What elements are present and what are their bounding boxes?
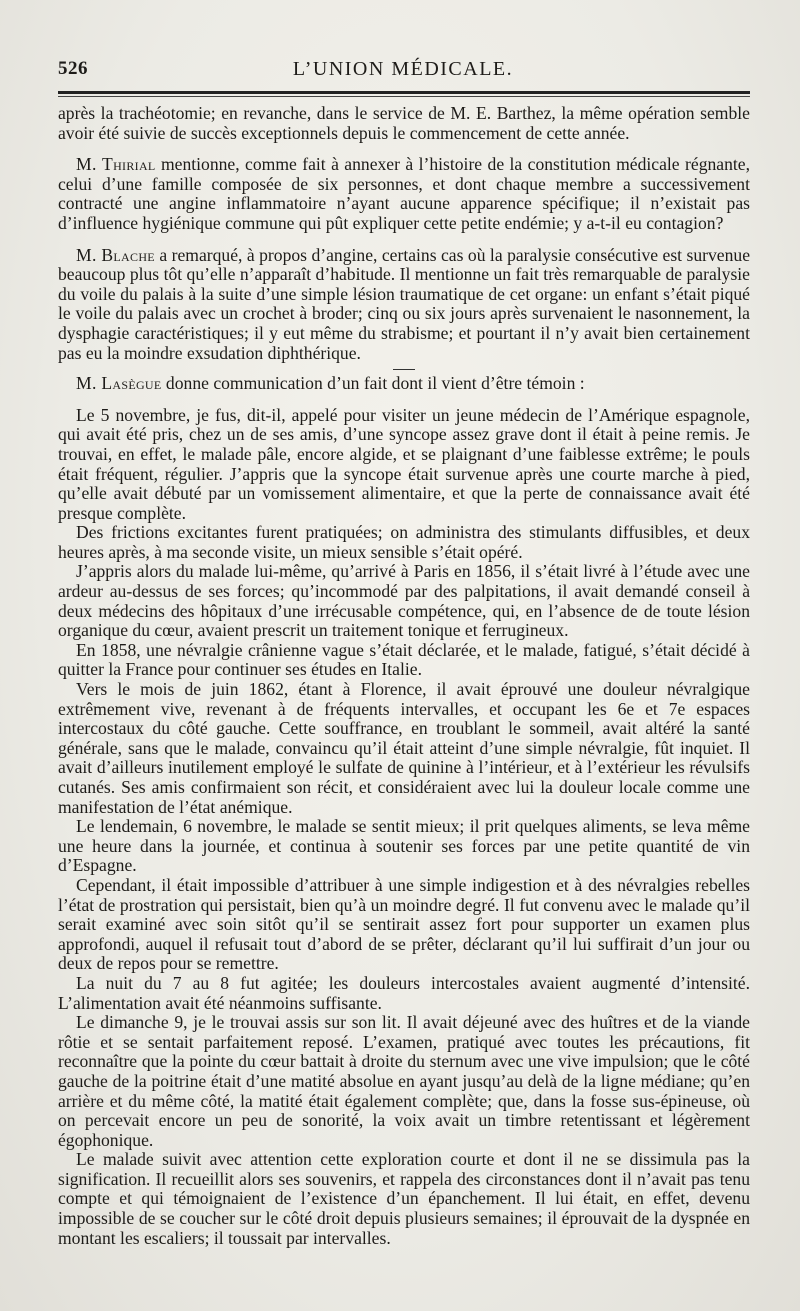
paragraph: Le 5 novembre, je fus, dit-il, appelé pour visiter un jeune médecin de l’Amérique espagnole, qui avait été pris, chez un de ses amis, d’une syncope assez grave dont il était à peine remis. Je trouvai, en effet, le malade pâle, encore algide, et se plaignant d’une faiblesse extrême; le pouls était fréquent, régulier. J’appris que la syncope était survenue après une courte marche à pied, qu’elle avait débuté par un vomissement alimentaire, et que la perte de connaissance avait été presque complète. (58, 404, 750, 523)
paragraph: M. Thirial mentionne, comme fait à annexer à l’histoire de la constitution médicale régnante, celui d’une famille composée de six personnes, et dont chaque membre a successivement contracté une angine inflammatoire n’ayant aucune apparence spécifique; il n’existait pas d’influence hygiénique commune qui pût expliquer cette petite endémie; y a-t-il eu contagion? (58, 154, 750, 233)
paragraph: La nuit du 7 au 8 fut agitée; les douleurs intercostales avaient augmenté d’intensité. L’alimentation avait été néanmoins suffisante. (58, 972, 750, 1013)
running-title: L’UNION MÉDICALE. (292, 58, 514, 80)
header-rule-thin (58, 96, 750, 97)
speaker-name: M. Thirial (76, 154, 156, 175)
paragraph: Le malade suivit avec attention cette exploration courte et dont il ne se dissimula pas la signification. Il recueillit alors ses souvenirs, et rappela des circonstances dont il n’avait pas tenu compte et qui témoignaient de l’existence d’un épanchement. Il lui était, en effet, devenu impossible de se coucher sur le côté droit depuis plusieurs semaines; il éprouvait de la dyspnée en montant les escaliers; il toussait par intervalles. (58, 1149, 750, 1248)
page-header (58, 58, 748, 88)
paragraph: J’appris alors du malade lui-même, qu’arrivé à Paris en 1856, il s’était livré à l’étude avec une ardeur au-dessus de ses forces; qu’incommodé par des palpitations, il avait demandé conseil à deux médecins des hôpitaux d’une irrécusable compétence, qui, en l’absence de de toute lésion organique du cœur, avaient prescrit un traitement tonique et ferrugineux. (58, 561, 750, 641)
paragraph: Le lendemain, 6 novembre, le malade se sentit mieux; il prit quelques aliments, se leva même une heure dans la journée, et continua à soutenir ses forces par une petite quantité de vin d’Espagne. (58, 816, 750, 876)
paragraph: Le dimanche 9, je le trouvai assis sur son lit. Il avait déjeuné avec des huîtres et de la viande rôtie et se sentait parfaitement reposé. L’examen, pratiqué avec toutes les précautions, fit reconnaître que la pointe du cœur battait à droite du sternum avec une vive impulsion; que le côté gauche de la poitrine était d’une matité absolue en ayant jusqu’au delà de la ligne médiane; qu’en arrière et du même côté, la matité était également complète; que, dans la fosse sus-épineuse, où on percevait encore un peu de sonorité, la voix avait un timbre retentissant et légèrement égophonique. (58, 1012, 750, 1150)
paragraph: M. Blache a remarqué, à propos d’angine, certains cas où la paralysie consécutive est survenue beaucoup plus tôt qu’elle n’apparaît d’habitude. Il mentionne un fait très remarquable de paralysie du voile du palais à la suite d’une simple lésion traumatique de cet organe: un enfant s’était piqué le voile du palais avec un crochet à broder; cinq ou six jours après survenaient le nasonnement, la dysphagie caractéristiques; il y eut même du strabisme; et pourtant il n’y avait bien certainement pas eu la moindre exsudation diphthérique. (58, 244, 751, 363)
section-separator (393, 369, 415, 370)
page-number: 526 (58, 58, 88, 79)
header-rule (58, 91, 750, 94)
speaker-name: M. Blache (76, 244, 155, 265)
paragraph: En 1858, une névralgie crânienne vague s’était déclarée, et le malade, fatigué, s’était décidé à quitter la France pour continuer ses études en Italie. (58, 639, 750, 680)
paragraph: Cependant, il était impossible d’attribuer à une simple indigestion et à des névralgies rebelles l’état de prostration qui persistait, bien qu’à un moindre degré. Il fut convenu avec le malade qu’il serait examiné avec soin sitôt qu’il se sentirait assez fort pour supporter un examen plus approfondi, auquel il refusait tout d’abord de se prêter, déclarant qu’il lui suffirait d’un jour ou deux de repos pour se remettre. (58, 874, 750, 974)
speaker-name: M. Lasègue (76, 373, 162, 394)
paragraph: après la trachéotomie; en revanche, dans le service de M. E. Barthez, la même opération semble avoir été suivie de succès exceptionnels depuis le commencement de cette année. (58, 103, 750, 143)
article-body (58, 104, 750, 1248)
paragraph: Vers le mois de juin 1862, étant à Florence, il avait éprouvé une douleur névralgique extrêmement vive, revenant à de fréquents intervalles, et occupant les 6e et 7e espaces intercostaux du côté gauche. Cette souffrance, en troublant le sommeil, avait altéré la santé générale, sans que le malade, convaincu qu’il était atteint d’une simple névralgie, fût inquiet. Il avait d’ailleurs inutilement employé le sulfate de quinine à l’intérieur, et à l’extérieur les révulsifs cutanés. Ses amis confirmaient son récit, et considéraient avec lui la douleur locale comme une manifestation de l’état anémique. (58, 679, 750, 817)
paragraph: M. Lasègue donne communication d’un fait dont il vient d’être témoin : (76, 373, 585, 394)
paragraph: Des frictions excitantes furent pratiquées; on administra des stimulants diffusibles, et deux heures après, à ma seconde visite, un mieux sensible s’était opéré. (58, 522, 750, 562)
